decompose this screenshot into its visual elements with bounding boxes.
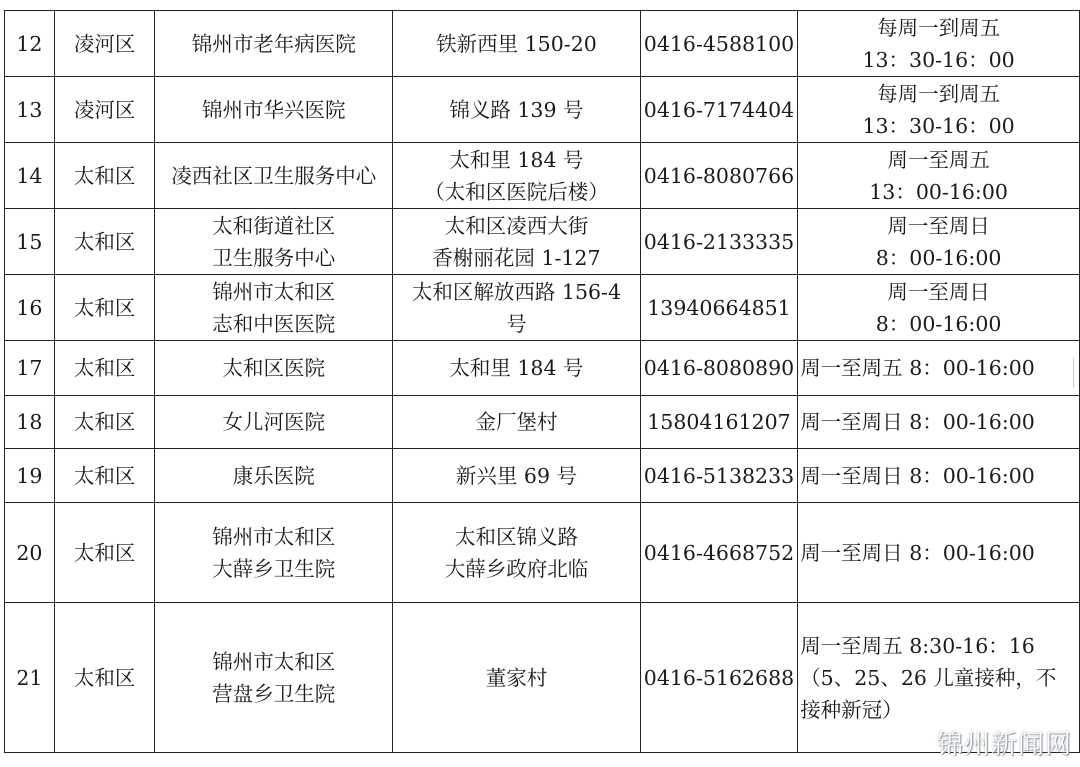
row-number-cell: 13 xyxy=(5,77,55,143)
hours-cell-line: 8：00-16:00 xyxy=(875,311,1002,336)
hours-cell-line: 8：00-16:00 xyxy=(875,245,1002,270)
hospital-name-cell-line: 营盘乡卫生院 xyxy=(212,681,336,706)
phone-cell: 0416-8080890 xyxy=(640,341,797,396)
table-row xyxy=(5,77,1080,143)
row-number-cell: 16 xyxy=(5,275,55,341)
hours-cell-line: 周一至周日 xyxy=(887,279,990,304)
hours-cell xyxy=(798,209,1080,275)
hospital-name-cell xyxy=(155,143,393,209)
district-cell: 太和区 xyxy=(54,275,155,341)
phone-cell: 15804161207 xyxy=(640,396,797,449)
address-cell-line: 太和里 184 号 xyxy=(449,356,584,380)
hours-cell xyxy=(798,275,1080,341)
district-cell: 太和区 xyxy=(54,143,155,209)
hours-cell-line: 周一至周五 8：00-16:00 xyxy=(800,356,1035,380)
district-cell: 太和区 xyxy=(54,341,155,396)
hours-cell-line: （5、25、26 儿童接种，不 xyxy=(800,665,1057,690)
hours-cell xyxy=(798,449,1080,503)
hours-cell-line: 13：30-16：00 xyxy=(862,113,1015,138)
hospital-name-cell-line: 太和区医院 xyxy=(222,356,326,380)
address-cell-line: 董家村 xyxy=(485,665,548,690)
hospital-name-cell-line: 志和中医医院 xyxy=(212,311,336,336)
hospital-name-cell xyxy=(155,11,393,77)
hospital-name-cell-line: 锦州市老年病医院 xyxy=(191,31,356,56)
phone-cell: 0416-5138233 xyxy=(640,449,797,503)
hospital-name-cell xyxy=(155,396,393,449)
address-cell-line: 太和里 184 号 xyxy=(449,147,584,172)
district-cell: 太和区 xyxy=(54,503,155,603)
address-cell xyxy=(393,11,641,77)
district-cell: 太和区 xyxy=(54,449,155,503)
district-cell: 凌河区 xyxy=(54,11,155,77)
district-cell: 太和区 xyxy=(54,209,155,275)
hours-cell-line: 13：30-16：00 xyxy=(862,47,1015,72)
hospital-name-cell-line: 凌西社区卫生服务中心 xyxy=(171,163,377,188)
hospital-name-cell-line: 锦州市太和区 xyxy=(212,649,336,674)
hours-cell-line: 13：00-16:00 xyxy=(869,179,1008,204)
phone-cell: 0416-4668752 xyxy=(640,503,797,603)
row-number-cell: 20 xyxy=(5,503,55,603)
hours-cell-line: 周一至周五 xyxy=(887,147,990,172)
address-cell xyxy=(393,341,641,396)
table-row xyxy=(5,449,1080,503)
table-body xyxy=(5,11,1080,753)
hospital-name-cell xyxy=(155,275,393,341)
table-row xyxy=(5,503,1080,603)
address-cell-line: 新兴里 69 号 xyxy=(455,463,578,488)
hours-cell-line: 每周一到周五 xyxy=(877,15,1001,40)
phone-cell: 13940664851 xyxy=(640,275,797,341)
address-cell-line: 太和区锦义路 xyxy=(454,524,578,549)
phone-cell: 0416-5162688 xyxy=(640,603,797,753)
address-cell-line: 香榭丽花园 1-127 xyxy=(432,245,601,270)
district-cell: 太和区 xyxy=(54,396,155,449)
phone-cell: 0416-4588100 xyxy=(640,11,797,77)
district-cell: 凌河区 xyxy=(54,77,155,143)
address-cell-line: 金厂堡村 xyxy=(475,410,558,434)
address-cell xyxy=(393,143,641,209)
address-cell-line: 太和区凌西大街 xyxy=(444,213,589,238)
table-row xyxy=(5,341,1080,396)
hours-cell xyxy=(798,396,1080,449)
hours-cell-line: 周一至周日 8：00-16:00 xyxy=(800,410,1035,434)
address-cell-line: 锦义路 139 号 xyxy=(449,97,584,122)
table-row xyxy=(5,396,1080,449)
hours-cell-line: 每周一到周五 xyxy=(877,81,1001,106)
phone-cell: 0416-7174404 xyxy=(640,77,797,143)
row-number-cell: 14 xyxy=(5,143,55,209)
hospital-name-cell xyxy=(155,449,393,503)
row-number-cell: 17 xyxy=(5,341,55,396)
hours-cell-line: 周一至周日 xyxy=(887,213,990,238)
row-number-cell: 19 xyxy=(5,449,55,503)
hours-cell-line: 接种新冠） xyxy=(800,697,903,722)
edge-marker xyxy=(1073,358,1080,388)
hours-cell xyxy=(798,143,1080,209)
watermark-logo-text: 锦州新闻网 xyxy=(936,730,1072,760)
hospital-name-cell xyxy=(155,603,393,753)
address-cell xyxy=(393,77,641,143)
table-row xyxy=(5,143,1080,209)
address-cell-line: 太和区解放西路 156-4 xyxy=(411,279,622,304)
hours-cell-line: 周一至周五 8:30-16：16 xyxy=(800,633,1035,658)
hours-cell xyxy=(798,11,1080,77)
hospital-name-cell-line: 锦州市太和区 xyxy=(212,279,336,304)
row-number-cell: 12 xyxy=(5,11,55,77)
hours-cell xyxy=(798,341,1080,396)
table-row xyxy=(5,603,1080,753)
hospital-name-cell-line: 太和街道社区 xyxy=(212,213,336,238)
hospital-name-cell xyxy=(155,341,393,396)
hospital-name-cell-line: 大薛乡卫生院 xyxy=(212,556,336,581)
table-row xyxy=(5,11,1080,77)
hospital-name-cell-line: 女儿河医院 xyxy=(222,410,326,434)
table-row xyxy=(5,275,1080,341)
row-number-cell: 21 xyxy=(5,603,55,753)
hours-cell-line: 周一至周日 8：00-16:00 xyxy=(800,540,1035,565)
row-number-cell: 18 xyxy=(5,396,55,449)
row-number-cell: 15 xyxy=(5,209,55,275)
table-row xyxy=(5,209,1080,275)
hospital-name-cell-line: 卫生服务中心 xyxy=(212,245,336,270)
address-cell xyxy=(393,396,641,449)
address-cell-line: 铁新西里 150-20 xyxy=(436,31,597,56)
address-cell-line: 号 xyxy=(506,311,527,336)
hours-cell xyxy=(798,77,1080,143)
address-cell xyxy=(393,449,641,503)
hospital-name-cell xyxy=(155,503,393,603)
hospital-name-cell-line: 锦州市华兴医院 xyxy=(202,97,346,122)
address-cell xyxy=(393,603,641,753)
address-cell xyxy=(393,503,641,603)
address-cell xyxy=(393,209,641,275)
hospital-name-cell xyxy=(155,209,393,275)
district-cell: 太和区 xyxy=(54,603,155,753)
vaccination-site-table xyxy=(4,10,1080,753)
hospital-name-cell-line: 锦州市太和区 xyxy=(212,524,336,549)
hospital-name-cell xyxy=(155,77,393,143)
address-cell xyxy=(393,275,641,341)
hours-cell-line: 周一至周日 8：00-16:00 xyxy=(800,463,1035,488)
hospital-name-cell-line: 康乐医院 xyxy=(232,463,315,488)
phone-cell: 0416-8080766 xyxy=(640,143,797,209)
address-cell-line: 大薛乡政府北临 xyxy=(444,556,589,581)
hours-cell xyxy=(798,503,1080,603)
phone-cell: 0416-2133335 xyxy=(640,209,797,275)
address-cell-line: （太和区医院后楼） xyxy=(424,179,609,204)
